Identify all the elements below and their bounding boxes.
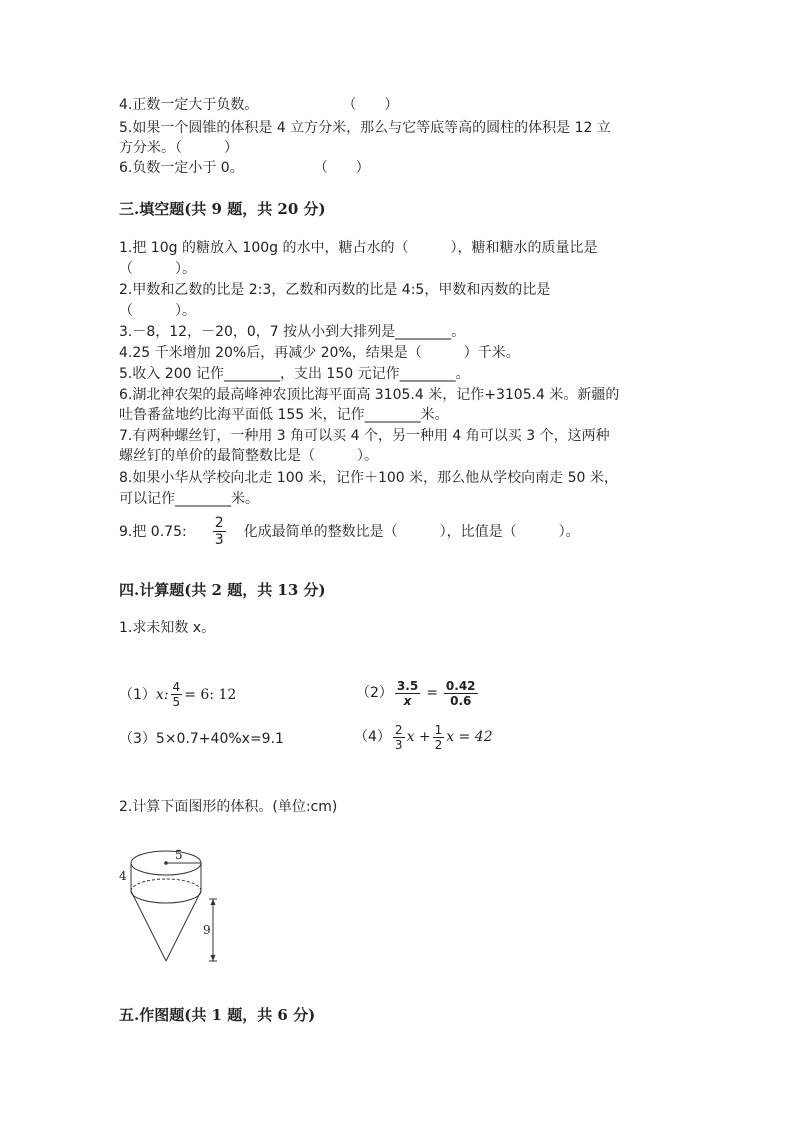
- fill-q7-line2: 螺丝钉的单价的最简整数比是（ ）。: [119, 448, 378, 464]
- cylinder-cone-figure: [117, 843, 227, 971]
- calc-q2: 2.计算下面图形的体积。(单位:cm): [119, 799, 338, 815]
- equation-fraction: [444, 679, 478, 708]
- equation-fraction: [433, 723, 445, 752]
- arrow-up-icon: [211, 899, 216, 905]
- fraction-numerator: 1: [434, 722, 443, 737]
- fill-q2-line2: （ ）。: [119, 303, 196, 319]
- fill-q9-suffix: 化成最简单的整数比是（ ），比值是（ ）。: [243, 523, 580, 540]
- fill-q2-line1: 2.甲数和乙数的比是 2:3，乙数和丙数的比是 4:5，甲数和丙数的比是: [119, 282, 551, 298]
- fraction-denominator: 0.6: [450, 693, 472, 708]
- fraction-denominator: 5: [172, 695, 181, 709]
- judge-q5-line1: 5.如果一个圆锥的体积是 4 立方分米，那么与它等底等高的圆柱的体积是 12 立: [119, 120, 611, 136]
- judge-q5-line2: 方分米。（ ）: [119, 140, 238, 156]
- equation-1: [119, 680, 236, 709]
- fill-q4: 4.25 千米增加 20%后，再减少 20%，结果是（ ）千米。: [119, 345, 520, 361]
- equation-label: （1）: [119, 686, 156, 703]
- fraction-denominator: 3: [214, 532, 224, 548]
- fill-q1-line1: 1.把 10g 的糖放入 100g 的水中，糖占水的（ ），糖和糖水的质量比是: [119, 240, 598, 256]
- equation-term: = 6: 12: [184, 686, 237, 703]
- equation-term: x:: [155, 686, 169, 703]
- cylinder-height-label: 4: [119, 869, 127, 883]
- cylinder-bottom-back-arc: [131, 879, 201, 891]
- equation-fraction: [393, 723, 405, 752]
- judge-q6: 6.负数一定小于 0。 （ ）: [119, 160, 370, 176]
- fill-q5: 5.收入 200 记作________，支出 150 元记作________。: [119, 366, 470, 382]
- fill-q9: [119, 515, 580, 548]
- fraction-denominator: x: [403, 693, 412, 708]
- equation-fraction: [171, 680, 183, 709]
- fill-q8-line1: 8.如果小华从学校向北走 100 米，记作＋100 米，那么他从学校向南走 50 米，: [119, 470, 618, 486]
- equation-label: （4）: [354, 729, 391, 745]
- fill-q7-line1: 7.有两种螺丝钉，一种用 3 角可以买 4 个，另一种用 4 角可以买 3 个，这两种: [119, 428, 610, 444]
- fill-q6-line2: 吐鲁番盆地约比海平面低 155 米，记作________米。: [119, 407, 449, 423]
- section-draw-heading: 五.作图题(共 1 题，共 6 分): [119, 1006, 316, 1024]
- cone-height-label: 9: [203, 923, 211, 937]
- radius-label: 5: [175, 848, 183, 862]
- equation-3: （3）5×0.7+40%x=9.1: [119, 731, 284, 747]
- fraction-numerator: 2: [394, 722, 403, 737]
- center-dot: [164, 861, 168, 865]
- fraction-numerator: 2: [214, 515, 224, 531]
- fill-q6-line1: 6.湖北神农架的最高峰神农顶比海平面高 3105.4 米，记作+3105.4 米。新疆的: [119, 387, 620, 403]
- section-calc-heading: 四.计算题(共 2 题，共 13 分): [119, 581, 326, 599]
- equation-label: （2）: [356, 685, 393, 701]
- fill-q9-fraction: [213, 515, 226, 548]
- section-fill-heading: 三.填空题(共 9 题，共 20 分): [119, 200, 326, 218]
- judge-q4: 4.正数一定大于负数。 （ ）: [119, 97, 399, 113]
- fraction-numerator: 4: [172, 680, 181, 694]
- fill-q9-prefix: 9.把 0.75:: [119, 523, 187, 540]
- equation-2: [356, 678, 480, 708]
- fraction-denominator: 2: [434, 737, 443, 752]
- equals-sign: =: [426, 685, 438, 701]
- equation-4: [354, 722, 493, 752]
- fill-q1-line2: （ ）。: [119, 261, 196, 277]
- equation-fraction: [395, 679, 420, 708]
- arrow-down-icon: [211, 955, 216, 961]
- fill-q8-line2: 可以记作________米。: [119, 491, 259, 507]
- equation-term: x +: [406, 729, 431, 745]
- fraction-numerator: 0.42: [445, 678, 476, 693]
- equation-term: x = 42: [446, 729, 493, 745]
- cylinder-bottom-arc: [131, 891, 201, 903]
- fraction-numerator: 3.5: [396, 678, 419, 693]
- fill-q3: 3.－8，12，－20，0，7 按从小到大排列是________。: [119, 324, 466, 340]
- calc-q1: 1.求未知数 x。: [119, 620, 216, 636]
- fraction-denominator: 3: [394, 737, 403, 752]
